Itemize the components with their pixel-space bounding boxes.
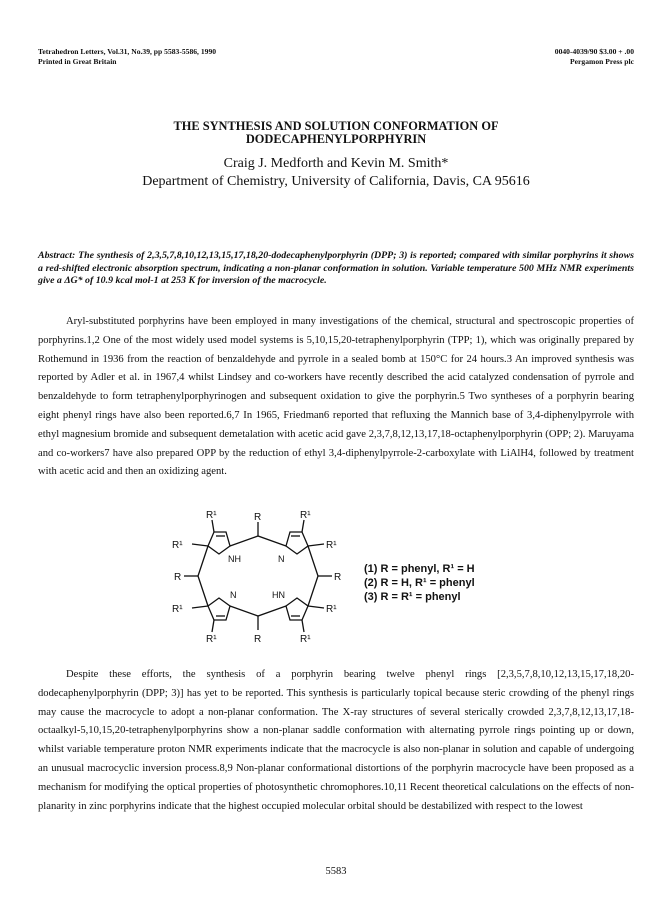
nitrogen-n-label: N <box>278 554 285 564</box>
author-affiliation: Department of Chemistry, University of California, Davis, CA 95616 <box>142 174 530 189</box>
substituent-r-top: R <box>254 512 262 523</box>
substituent-r1-bottom-right: R¹ <box>300 634 311 644</box>
substituent-r-bottom: R <box>254 634 262 644</box>
substituent-r1-top-right: R¹ <box>300 510 311 521</box>
nitrogen-hn-label: HN <box>272 590 285 600</box>
substituent-r1-left-lower: R¹ <box>172 604 183 615</box>
substituent-r1-right-upper: R¹ <box>326 540 337 551</box>
abstract-label: Abstract: <box>38 250 76 261</box>
substituent-r1-bottom-left: R¹ <box>206 634 217 644</box>
abstract <box>38 250 634 288</box>
nitrogen-n-label-lower: N <box>230 590 237 600</box>
author-names: Craig J. Medforth and Kevin M. Smith* <box>223 156 449 171</box>
page-number: 5583 <box>325 866 347 877</box>
legend-item-1: (1) R = phenyl, R¹ = H <box>364 563 475 575</box>
substituent-r1-left-upper: R¹ <box>172 540 183 551</box>
price-block <box>555 47 634 67</box>
journal-citation <box>38 47 216 67</box>
abstract-text: The synthesis of 2,3,5,7,8,10,12,13,15,17,18,20-dodecaphenylporphyrin (DPP; 3) is reported; compared with similar porphyrins it shows a red-shifted electronic absorption spectrum, indicating a non-planar conformation in solution. Variable temperature 500 MHz NMR experiments give a ΔG* of 10.9 kcal mol-1 at 253 K for inversion of the macrocycle. <box>38 250 634 287</box>
compound-legend <box>364 562 475 604</box>
paper-title <box>0 120 672 146</box>
body-paragraph-1: Aryl-substituted porphyrins have been employed in many investigations of the chemical, structural and spectroscopic properties of porphyrins.1,2 One of the most widely used model systems is 5,10,15,20-tetraphenylporphyrin (TPP; 1), which was originally prepared by Rothemund in 1936 from the reaction of benzaldehyde and pyrrole in a sealed bomb at 150°C for 24 hours.3 An improved synthesis was reported by Adler et al. in 1967,4 whilst Lindsey and co-workers have recently described the acid catalyzed condensation of pyrrole and benzaldehyde to form tetraphenylporphyrinogen and subsequent oxidation to give the porphyrin.5 Two syntheses of a porphyrin bearing eight phenyl rings have also been reported.6,7 In 1965, Friedman6 reported that refluxing the Mannich base of 3,4-diphenylpyrrole with ethyl magnesium bromide and subsequent demetalation with acetic acid gave 2,3,7,8,12,13,17,18-octaphenylporphyrin (OPP; 2). Maruyama and co-workers7 have also prepared OPP by the reduction of ethyl 3,4-diphenylpyrrole-2-carboxylate with LiAlH4, followed by treatment with acetic acid and then an oxidizing agent. <box>38 316 634 478</box>
printed-in-line: Printed in Great Britain <box>38 57 117 66</box>
substituent-r-right: R <box>334 572 342 583</box>
porphyrin-skeleton <box>184 520 332 632</box>
title-line-1: THE SYNTHESIS AND SOLUTION CONFORMATION OF <box>173 119 499 133</box>
porphyrin-structure-figure <box>168 508 348 644</box>
substituent-r1-top-left: R¹ <box>206 510 217 521</box>
issn-price-line: 0040-4039/90 $3.00 + .00 <box>554 47 634 56</box>
substituent-r1-right-lower: R¹ <box>326 604 337 615</box>
substituent-r-left: R <box>174 572 182 583</box>
publisher-line: Pergamon Press plc <box>570 57 634 66</box>
nitrogen-nh-label: NH <box>228 554 241 564</box>
legend-item-3: (3) R = R¹ = phenyl <box>364 591 461 603</box>
title-line-2: DODECAPHENYLPORPHYRIN <box>245 132 427 146</box>
citation-line: Tetrahedron Letters, Vol.31, No.39, pp 5583-5586, 1990 <box>38 47 217 56</box>
body-paragraph-2: Despite these efforts, the synthesis of a porphyrin bearing twelve phenyl rings [2,3,5,7,8,10,12,13,15,17,18,20-dodecaphenylporphyrin (DPP; 3)] has yet to be reported. This synthesis is particularly topical because steric crowding of the phenyl rings may cause the macrocycle to adopt a non-planar conformation. The X-ray structures of several sterically crowded 2,3,7,8,12,13,17,18-octaalkyl-5,10,15,20-tetraphenylporphyrins show a non-planar saddle conformation with alternating pyrrole rings pointing up or down, whilst variable temperature proton NMR experiments indicate that the macrocycle is also non-planar in solution and capable of undergoing an unusual macrocyclic inversion process.8,9 Non-planar conformational distortions of the porphyrin macrocycle have been proposed as a mechanism for modifying the optical properties of photosynthetic chromophores.10,11 Recent theoretical calculations on the effects of non-planarity in zinc porphyrins indicate that the highest occupied molecular orbital should be destabilized with respect to the lowest <box>38 669 634 812</box>
author-block <box>0 155 672 191</box>
legend-item-2: (2) R = H, R¹ = phenyl <box>364 577 475 589</box>
